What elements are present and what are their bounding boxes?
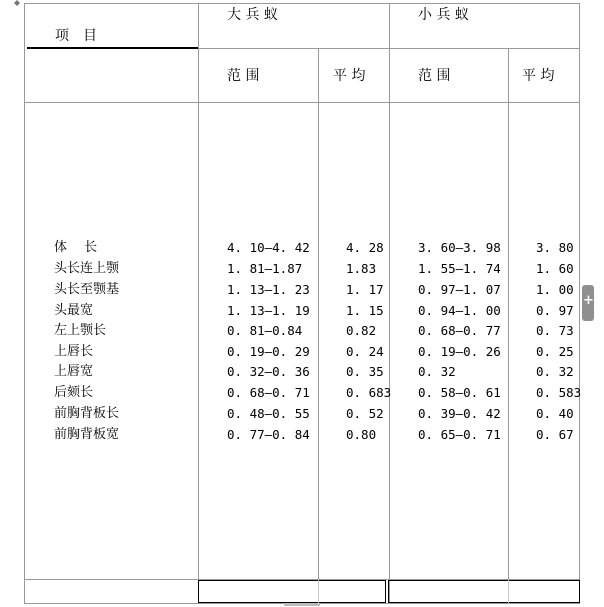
row-big-range: 0. 32—0. 36 (227, 364, 310, 379)
row-big-avg: 0. 24 (346, 344, 384, 359)
row-small-avg: 1. 60 (536, 261, 574, 276)
row-small-avg: 1. 00 (536, 282, 574, 297)
corner-mark-icon (14, 0, 20, 6)
row-small-avg: 0. 40 (536, 406, 574, 421)
row-name: 上唇长 (54, 344, 94, 359)
col-divider-3 (389, 3, 390, 604)
row-small-avg: 3. 80 (536, 240, 574, 255)
footer-cell-big (198, 580, 386, 603)
row-small-avg: 0. 67 (536, 427, 574, 442)
row-big-range: 1. 81—1.87 (227, 261, 303, 276)
row-small-range: 0. 58—0. 61 (418, 385, 501, 400)
row-small-range: 1. 55—1. 74 (418, 261, 501, 276)
row-big-range: 1. 13—1. 23 (227, 282, 310, 297)
row-big-range: 0. 19—0. 29 (227, 344, 310, 359)
row-big-range: 4. 10—4. 42 (227, 240, 310, 255)
row-name: 头长连上颚 (54, 261, 120, 276)
row-big-avg: 0. 52 (346, 406, 384, 421)
row-big-range: 0. 77—0. 84 (227, 427, 310, 442)
row-big-range: 0. 48—0. 55 (227, 406, 310, 421)
row-small-range: 0. 19—0. 26 (418, 344, 501, 359)
row-small-range: 0. 32 (418, 364, 456, 379)
row-big-range: 0. 68—0. 71 (227, 385, 310, 400)
row-big-avg: 0. 683 (346, 385, 392, 400)
row-big-avg: 4. 28 (346, 240, 384, 255)
row-small-avg: 0. 583 (536, 385, 582, 400)
row-small-range: 3. 60—3. 98 (418, 240, 501, 255)
row-small-avg: 0. 73 (536, 323, 574, 338)
plus-icon: + (583, 293, 594, 308)
header-big-avg: 平 均 (333, 68, 366, 84)
header-small-range: 范 围 (418, 68, 451, 84)
row-big-range: 0. 81—0.84 (227, 323, 303, 338)
row-name: 左上颚长 (54, 323, 107, 338)
header-small-avg: 平 均 (522, 68, 555, 84)
row-name: 上唇宽 (54, 364, 94, 379)
row-big-avg: 0.80 (346, 427, 377, 442)
table-left-border (24, 3, 25, 604)
row-name: 体 长 (54, 240, 98, 255)
row-small-avg: 0. 32 (536, 364, 574, 379)
header-item: 项 目 (55, 28, 97, 44)
row-small-range: 0. 68—0. 77 (418, 323, 501, 338)
header-bottom-border (24, 102, 579, 103)
row-small-range: 0. 97—1. 07 (418, 282, 501, 297)
row-small-avg: 0. 25 (536, 344, 574, 359)
row-small-avg: 0. 97 (536, 303, 574, 318)
row-big-avg: 1. 15 (346, 303, 384, 318)
row-big-avg: 0.82 (346, 323, 377, 338)
footer-cell-small (388, 580, 580, 603)
row-big-avg: 0. 35 (346, 364, 384, 379)
header-big-species: 大 兵 蚁 (227, 7, 278, 23)
footer-scroll-mark (284, 603, 320, 606)
expand-tab-button[interactable] (582, 285, 594, 321)
row-name: 头最宽 (54, 303, 94, 318)
header-small-species: 小 兵 蚁 (418, 7, 469, 23)
row-name: 后颏长 (54, 385, 94, 400)
col-divider-1 (198, 3, 199, 604)
row-big-avg: 1.83 (346, 261, 377, 276)
row-big-avg: 1. 17 (346, 282, 384, 297)
col-divider-4 (508, 48, 509, 579)
row-small-range: 0. 94—1. 00 (418, 303, 501, 318)
row-name: 前胸背板长 (54, 406, 120, 421)
row-small-range: 0. 39—0. 42 (418, 406, 501, 421)
col-divider-2 (318, 48, 319, 579)
row-name: 头长至颚基 (54, 282, 120, 297)
header-divider-item (27, 47, 198, 49)
table-right-border (579, 3, 580, 604)
header-big-range: 范 围 (227, 68, 260, 84)
footer-dotted-2 (508, 580, 509, 603)
row-name: 前胸背板宽 (54, 427, 120, 442)
row-small-range: 0. 65—0. 71 (418, 427, 501, 442)
footer-dotted-1 (318, 580, 319, 603)
row-big-range: 1. 13—1. 19 (227, 303, 310, 318)
table-top-border (24, 3, 579, 4)
